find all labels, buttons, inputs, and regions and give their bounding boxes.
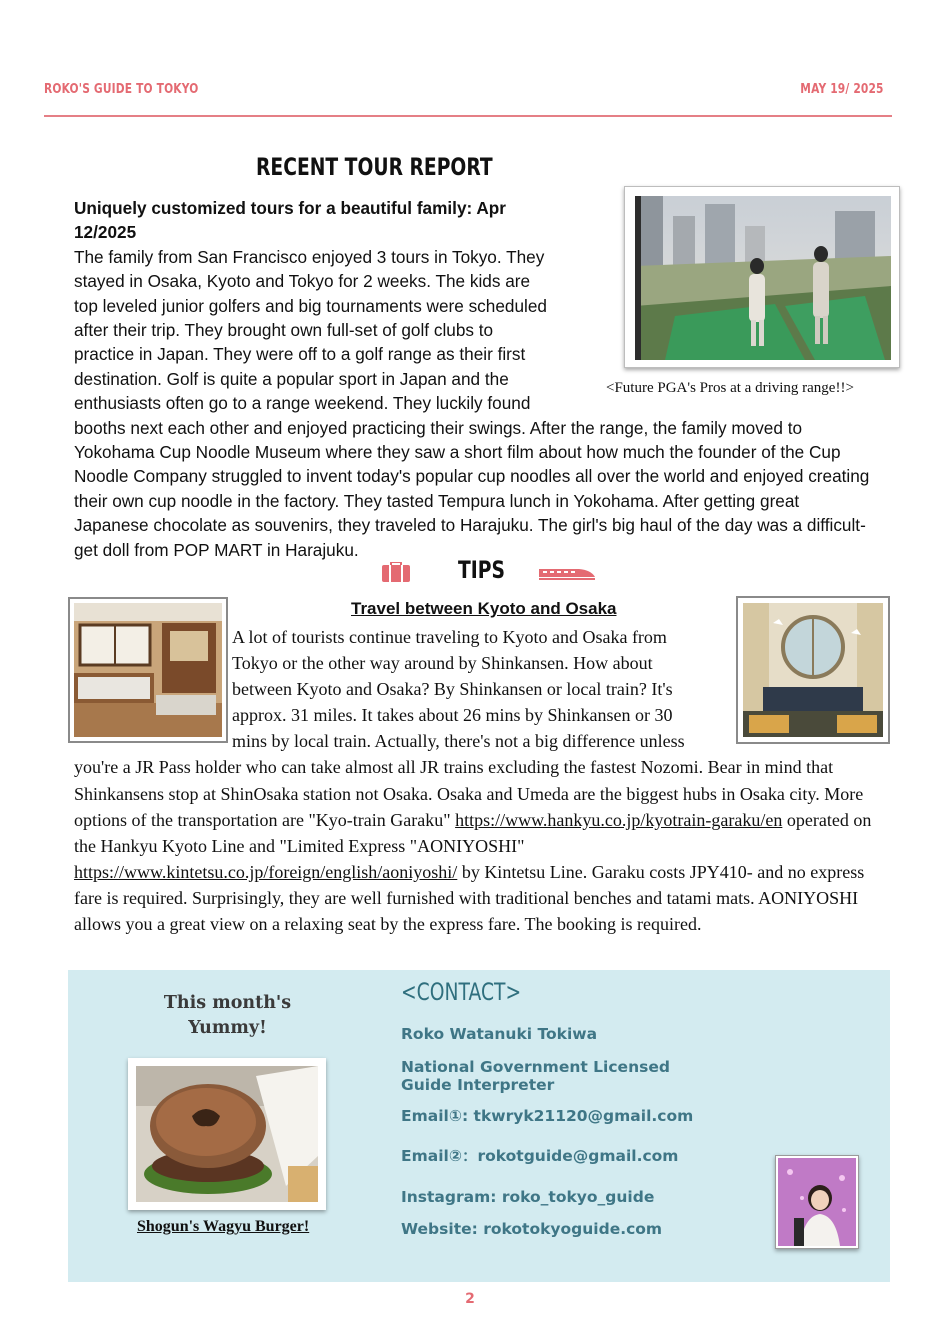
golf-range-photo bbox=[624, 186, 900, 368]
golf-photo-caption: <Future PGA's Pros at a driving range!!> bbox=[606, 380, 854, 396]
issue-date: MAY 19/ 2025 bbox=[800, 82, 884, 97]
report-subhead: Uniquely customized tours for a beautiful family: Apr 12/2025 bbox=[74, 198, 506, 243]
aoniyoshi-train-image bbox=[743, 603, 883, 737]
garaku-link[interactable]: https://www.hankyu.co.jp/kyotrain-garaku/en bbox=[455, 809, 783, 830]
guide-portrait bbox=[775, 1155, 859, 1249]
aoniyoshi-link[interactable]: https://www.kintetsu.co.jp/foreign/english/aoniyoshi/ bbox=[74, 861, 458, 882]
report-body: The family from San Francisco enjoyed 3 tours in Tokyo. They stayed in Osaka, Kyoto and Tokyo for 2 weeks. The kids are top leveled junior golfers and big tournaments were scheduled after their trip. They brought own full-set of golf clubs to practice in Japan. They were off to a golf range as their first destination. Golf is quite a popular sport in Japan and the enthusiasts often go to a range weekend. They luckily found booths next each other and enjoyed practicing their swings. After the range, the family moved to Yokohama Cup Noodle Museum where they saw a short film about how much the founder of the Cup Noodle Company struggled to invent today's popular cup noodles all over the world and enjoyed creating their own cup noodle in the factory. They tasted Tempura lunch in Yokohama. After getting great Japanese chocolate as souvenirs, they traveled to Harajuku. The girl's big haul of the day was a difficult-get doll from POP MART in Harajuku. bbox=[74, 246, 870, 560]
header-divider bbox=[44, 115, 892, 117]
tips-heading: Travel between Kyoto and Osaka bbox=[351, 599, 617, 618]
wagyu-burger-image bbox=[136, 1066, 318, 1202]
report-title: RECENT TOUR REPORT bbox=[256, 153, 493, 181]
suitcase-icon bbox=[382, 562, 410, 582]
contact-title: <CONTACT> bbox=[401, 978, 522, 1006]
tips-title: TIPS bbox=[458, 556, 505, 584]
newsletter-title: ROKO'S GUIDE TO TOKYO bbox=[44, 82, 199, 97]
contact-email-2[interactable]: Email②：rokotguide@gmail.com bbox=[401, 1147, 679, 1165]
yummy-title: This month's Yummy! bbox=[163, 993, 292, 1038]
page-number: 2 bbox=[465, 1291, 475, 1307]
contact-email-1[interactable]: Email①: tkwryk21120@gmail.com bbox=[401, 1107, 694, 1125]
wagyu-burger-photo bbox=[128, 1058, 326, 1210]
guide-portrait-image bbox=[778, 1158, 856, 1246]
bullet-train-icon bbox=[539, 566, 595, 580]
contact-website[interactable]: Website: rokotokyoguide.com bbox=[401, 1220, 663, 1238]
garaku-train-image bbox=[74, 603, 222, 737]
tips-body-3: by Kintetsu Line. Garaku costs JPY410- and no express fare is required. Surprisingly, they are well furnished with traditional benches and tatami mats. AONIYOSHI allows you a great view on a relaxing seat by the express fare. The booking is required. bbox=[74, 861, 865, 935]
tips-body-1: A lot of tourists continue traveling to Kyoto and Osaka from Tokyo or the other way around by Shinkansen. How about between Kyoto and Osaka? By Shinkansen or local train? It's approx. 31 miles. It takes about 26 mins by Shinkansen or 30 mins by local train. Actually, there's not a big difference unless you're a JR Pass holder who can take almost all JR trains excluding the fastest Nozomi. Bear in mind that Shinkansens stop at ShinOsaka station not Osaka. Osaka and Umeda are the biggest hubs in Osaka city. More options of the transportation are "Kyo-train Garaku" bbox=[74, 627, 864, 830]
contact-role: National Government Licensed Guide Interpreter bbox=[401, 1058, 670, 1094]
aoniyoshi-train-photo bbox=[736, 596, 890, 744]
golf-range-image bbox=[635, 196, 891, 360]
contact-instagram[interactable]: Instagram: roko_tokyo_guide bbox=[401, 1188, 655, 1206]
burger-caption: Shogun's Wagyu Burger! bbox=[137, 1218, 310, 1235]
contact-name: Roko Watanuki Tokiwa bbox=[401, 1025, 598, 1043]
garaku-train-photo bbox=[68, 597, 228, 743]
tips-body-2: operated on the Hankyu Kyoto Line and "Limited Express "AONIYOSHI" bbox=[74, 809, 872, 856]
